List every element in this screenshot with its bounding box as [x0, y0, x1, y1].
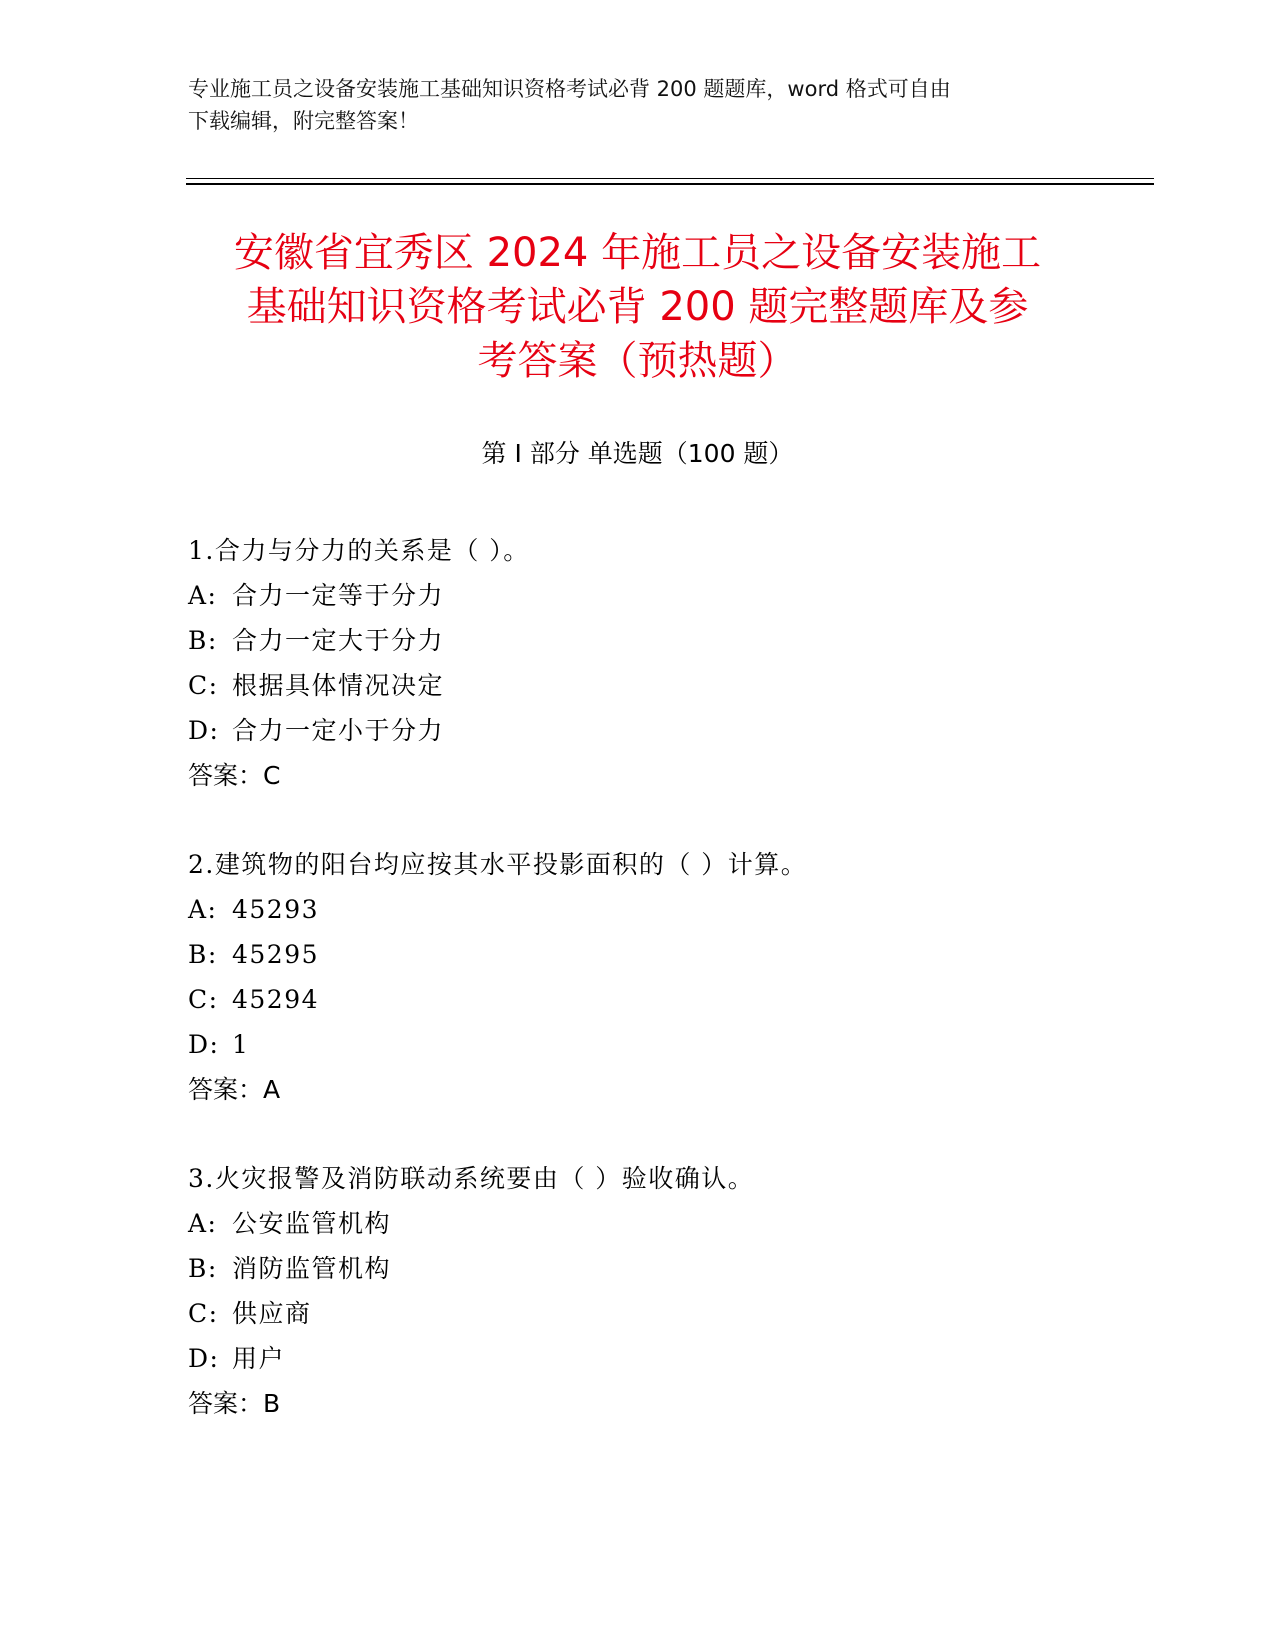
option-text: 根据具体情况决定	[232, 671, 445, 700]
option-label: D:	[188, 1030, 220, 1059]
question-stem: 3.火灾报警及消防联动系统要由（ ）验收确认。	[188, 1164, 755, 1193]
option-text: 45294	[232, 985, 320, 1014]
question-1	[188, 528, 1088, 798]
option-text: 供应商	[232, 1299, 312, 1328]
option-a	[188, 1201, 1088, 1246]
answer: 答案：C	[188, 761, 281, 790]
question-3	[188, 1156, 1088, 1426]
option-d	[188, 1022, 1088, 1067]
title-line-2: 基础知识资格考试必背 200 题完整题库及参	[246, 284, 1029, 330]
option-c	[188, 1291, 1088, 1336]
option-b	[188, 618, 1088, 663]
option-text: 45295	[232, 940, 320, 969]
option-d	[188, 1336, 1088, 1381]
option-text: 公安监管机构	[232, 1209, 392, 1238]
option-label: B:	[188, 626, 218, 655]
option-b	[188, 932, 1088, 977]
option-b	[188, 1246, 1088, 1291]
option-label: D:	[188, 1344, 220, 1373]
option-d	[188, 708, 1088, 753]
question-stem: 1.合力与分力的关系是（ ）。	[188, 536, 530, 565]
question-stem: 2.建筑物的阳台均应按其水平投影面积的（ ）计算。	[188, 850, 808, 879]
question-2	[188, 842, 1088, 1112]
option-text: 1	[232, 1030, 250, 1059]
section-title: 第 I 部分 单选题（100 题）	[481, 439, 794, 468]
document-title	[140, 226, 1135, 388]
option-a	[188, 573, 1088, 618]
option-text: 用户	[232, 1344, 286, 1373]
question-list	[188, 528, 1088, 1470]
option-text: 合力一定大于分力	[232, 626, 445, 655]
answer: 答案：A	[188, 1075, 281, 1104]
option-label: B:	[188, 1254, 218, 1283]
header-divider-thin	[186, 178, 1154, 179]
option-label: A:	[188, 581, 218, 610]
option-text: 消防监管机构	[232, 1254, 392, 1283]
option-text: 合力一定等于分力	[232, 581, 445, 610]
header-note-line-2: 下载编辑，附完整答案！	[188, 109, 419, 133]
header-note	[188, 73, 1068, 137]
option-label: C:	[188, 671, 219, 700]
title-line-3: 考答案（预热题）	[477, 338, 798, 384]
option-a	[188, 887, 1088, 932]
option-c	[188, 977, 1088, 1022]
answer: 答案：B	[188, 1389, 281, 1418]
option-label: A:	[188, 1209, 218, 1238]
option-label: C:	[188, 985, 219, 1014]
header-note-line-1: 专业施工员之设备安装施工基础知识资格考试必背 200 题题库，word 格式可自由	[188, 77, 951, 101]
header-divider-thick	[186, 183, 1154, 185]
option-label: A:	[188, 895, 218, 924]
title-line-1: 安徽省宜秀区 2024 年施工员之设备安装施工	[233, 230, 1042, 276]
option-label: D:	[188, 716, 220, 745]
option-c	[188, 663, 1088, 708]
option-label: B:	[188, 940, 218, 969]
option-label: C:	[188, 1299, 219, 1328]
option-text: 45293	[232, 895, 320, 924]
option-text: 合力一定小于分力	[232, 716, 445, 745]
